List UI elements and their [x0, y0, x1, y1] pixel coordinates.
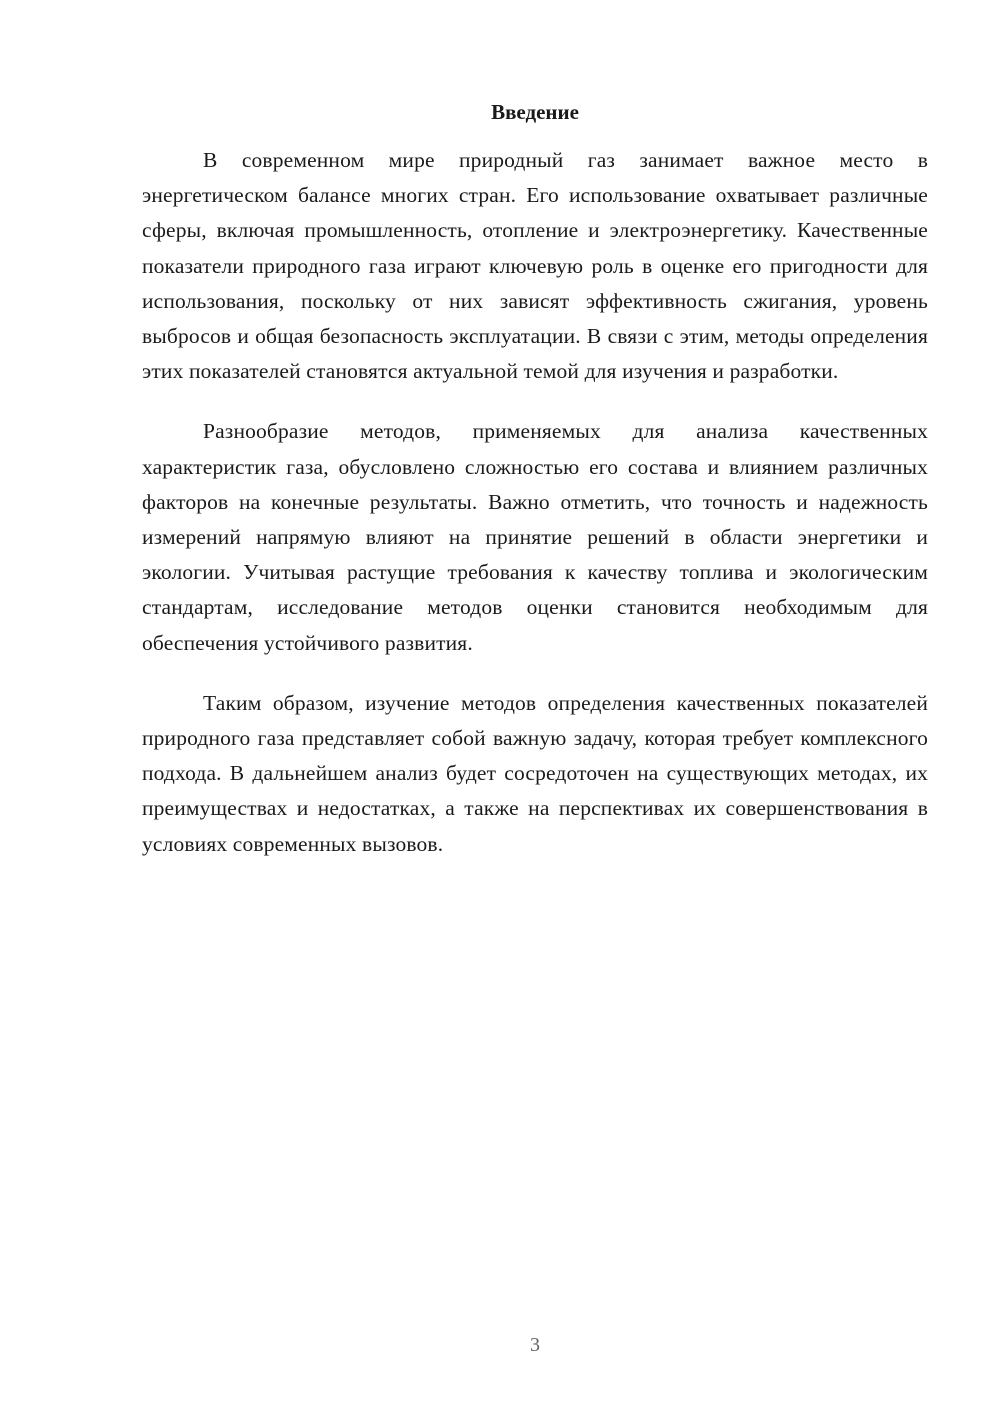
body-text	[142, 143, 928, 887]
paragraph-3: Таким образом, изучение методов определения качественных показателей природного газа представляет собой важную задачу, которая требует комплексного подхода. В дальнейшем анализ будет сосредоточен на существующих методах, их преимуществах и недостатках, а также на перспективах их совершенствования в условиях современных вызовов.	[142, 690, 928, 856]
paragraph-2: Разнообразие методов, применяемых для анализа качественных характеристик газа, обусловлено сложностью его состава и влиянием различных факторов на конечные результаты. Важно отметить, что точность и надежность измерений напрямую влияют на принятие решений в области энергетики и экологии. Учитывая растущие требования к качеству топлива и экологическим стандартам, исследование методов оценки становится необходимым для обеспечения устойчивого развития.	[142, 419, 928, 655]
page-number: 3	[530, 1334, 540, 1356]
section-heading: Введение	[491, 100, 579, 124]
paragraph-1: В современном мире природный газ занимает важное место в энергетическом балансе многих стран. Его использование охватывает различные сферы, включая промышленность, отопление и электроэнергетику. Качественные показатели природного газа играют ключевую роль в оценке его пригодности для использования, поскольку от них зависят эффективность сжигания, уровень выбросов и общая безопасность эксплуатации. В связи с этим, методы определения этих показателей становятся актуальной темой для изучения и разработки.	[142, 148, 928, 384]
